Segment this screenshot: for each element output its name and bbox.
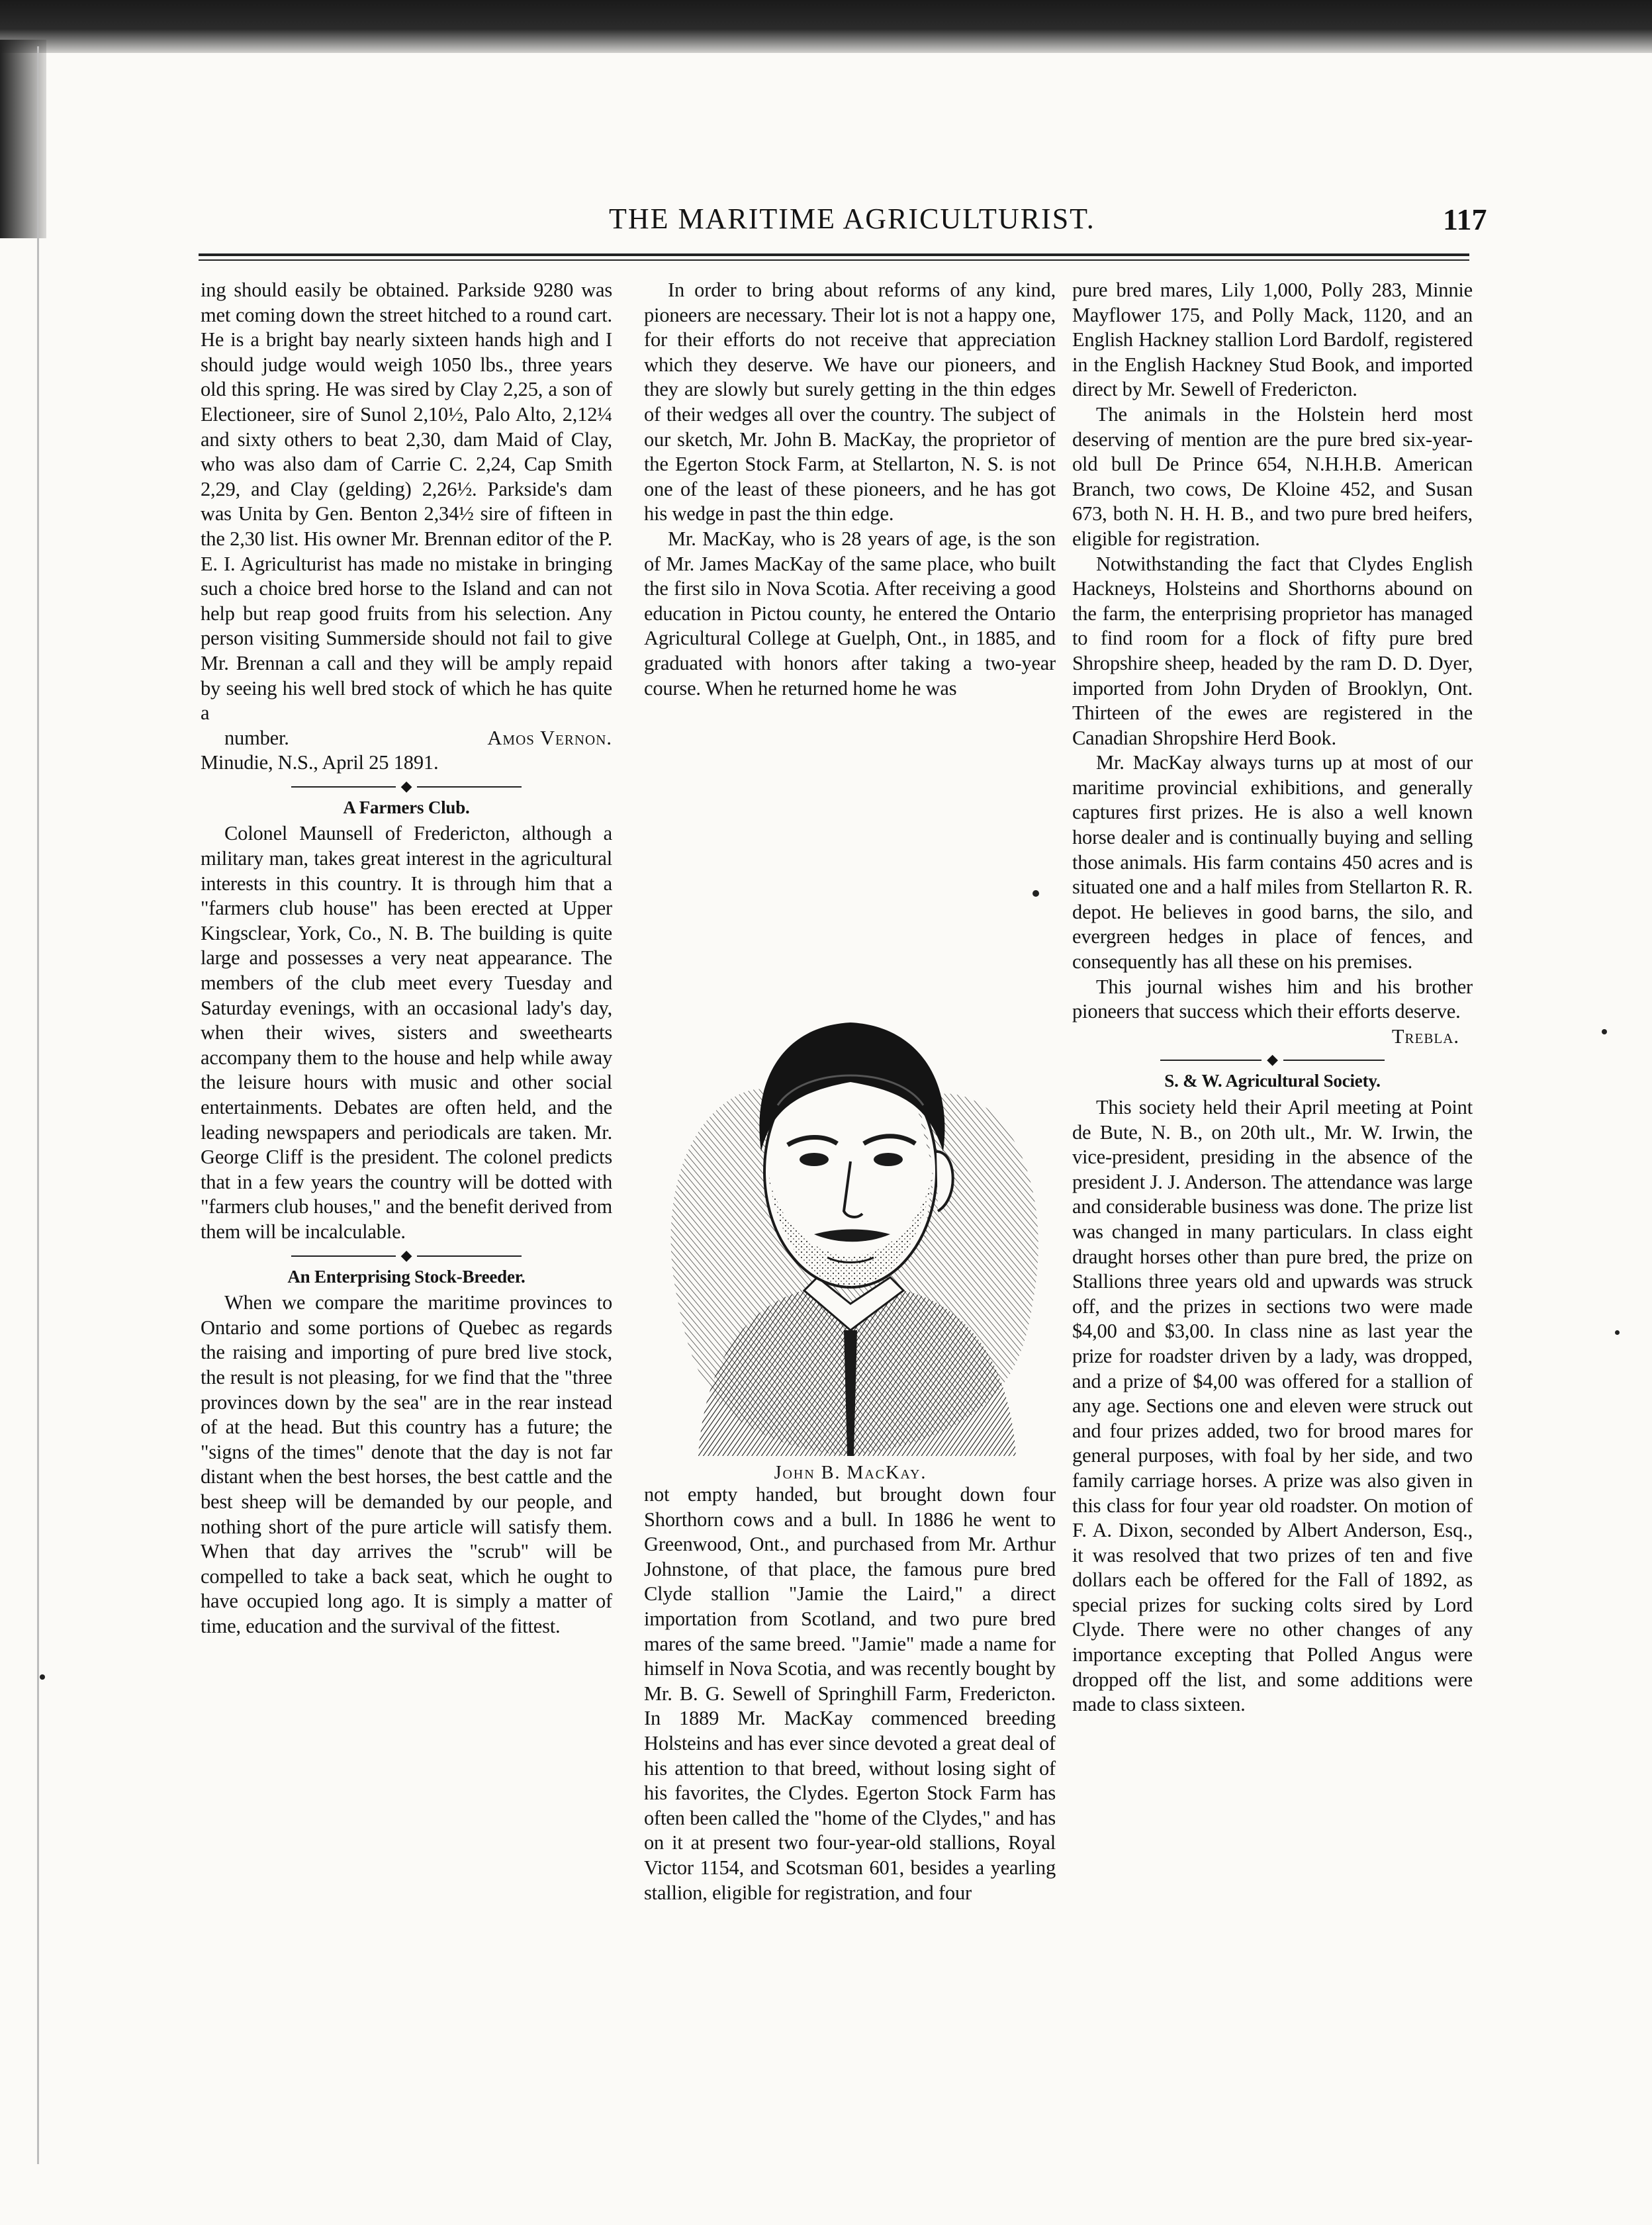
header-rule [199,253,1469,256]
paragraph: ing should easily be obtained. Parkside 9280 was met coming down the street hitched to a round cart. He is a bright bay nearly sixteen hands high and I should judge would weigh 1050 lbs., three years old this spring. He was sired by Clay 2,25, a son of Electioneer, sire of Sunol 2,10½, Palo Alto, 2,12¼ and sixty others to beat 2,30, dam Maid of Clay, who was also dam of Carrie C. 2,24, Cap Smith 2,29, and Clay (gelding) 2,26½. Parkside's dam was Unita by Gen. Benton 2,34½ sire of fifteen in the 2,30 list. His owner Mr. Brennan editor of the P. E. I. Agriculturist has made no mistake in bringing such a choice bred horse to the Island and can not help but reap good fruits from his selection. Any person visiting Summerside should not fail to give Mr. Brennan a call and they will be amply repaid by seeing his well bred stock of which he has quite a [201,279,612,725]
scan-margin-line [37,46,39,2164]
ornament-icon: ◆ [396,1247,418,1263]
column-1 [201,278,612,1639]
author-name: Amos Vernon. [487,726,612,749]
paragraph: This journal wishes him and his brother pioneers that success which their efforts deserve. [1072,975,1473,1023]
paragraph: Colonel Maunsell of Fredericton, although a military man, takes great interest in the agricultural interests in this country. It is through him that a "farmers club house" has been erected at Upper Kingsclear, York, Co., N. B. The building is quite large and possesses a very neat appearance. The members of the club meet every Tuesday and Saturday evenings, with an occasional lady's day, when their wives, sisters and sweethearts accompany them to the house and help while away the leisure hours with music and other social entertainments. Debates are often held, and the leading newspapers and periodicals are taken. Mr. George Cliff is the president. The colonel predicts that in a few years the country will be dotted with "farmers club houses," and the benefit derived from them will be incalculable. [201,822,612,1243]
column-2-top [644,278,1056,701]
ornament-icon: ◆ [1262,1051,1283,1067]
print-speck [1615,1330,1620,1335]
print-speck [1032,890,1039,897]
column-2-bottom [644,1482,1056,1905]
section-heading: S. & W. Agricultural Society. [1164,1071,1381,1091]
section-heading: A Farmers Club. [343,797,470,817]
portrait-caption: John B. MacKay. [774,1463,927,1483]
paragraph: In order to bring about reforms of any kind, pioneers are necessary. Their lot is not a happy one, for their efforts do not receive that appreciation which they deserve. We have our pioneers, and they are slowly but surely getting in the thin edges of their wedges all over the country. The subject of our sketch, Mr. John B. MacKay, the proprietor of the Egerton Stock Farm, at Stellarton, N. S. is not one of the least of these pioneers, and he has got his wedge in past the thin edge. [644,279,1056,525]
paragraph: This society held their April meeting at Point de Bute, N. B., on 20th ult., Mr. W. Irwin, the vice-president, presiding in the absence of the president J. J. Anderson. The attendance was large and considerable business was done. The prize list was changed in many particulars. In class eight draught horses other than pure bred, the prize on Stallions three years old and upwards was struck off, and the prizes in sections two were made $4,00 and $3,00. In class nine as last year the prize for roadster driven by a lady, was dropped, and a prize of $4,00 was offered for a stallion of any age. Sections one and eleven were struck out and four prizes added, two for brood mares for general purposes, with foal by her side, and two family carriage horses. A prize was also given in this class for four year old roadster. On motion of F. A. Dixon, seconded by Albert Anderson, Esq., it was resolved that two prizes of ten and five dollars each be offered for the Fall of 1892, as special prizes for sucking colts sired by Lord Clyde. There were no other changes of any importance excepting that Polled Angus were dropped off the list, and some additions were made to class sixteen. [1072,1096,1473,1716]
paragraph: pure bred mares, Lily 1,000, Polly 283, Minnie Mayflower 175, and Polly Mack, 1120, and an English Hackney stallion Lord Bardolf, registered in the English Hackney Stud Book, and imported direct by Mr. Sewell of Fredericton. [1072,279,1473,401]
section-divider [201,1248,612,1263]
paragraph: When we compare the maritime provinces to Ontario and some portions of Quebec as regards the raising and importing of pure bred live stock, the result is not pleasing, for we find that the "three provinces down by the sea" are in the rear instead of at the head. But this country has a future; the "signs of the times" denote that the day is not far distant when the best horses, the best cattle and the best sheep will be demanded by our people, and nothing short of the pure article will satisfy them. When that day arrives the "scrub" will be compelled to take a back seat, which he ought to have occupied long ago. It is simply a matter of time, education and the survival of the fittest. [201,1291,612,1637]
ornament-icon: ◆ [396,778,418,794]
page-number: 117 [1443,203,1487,236]
signature-line [201,726,612,751]
page-header [199,202,1487,248]
signature-word: number. [224,726,289,749]
header-rule-thin [199,259,1469,261]
author-signature: Trebla. [1391,1024,1459,1048]
paragraph: Mr. MacKay always turns up at most of our maritime provincial exhibitions, and generally captures first prizes. He is also a well known horse dealer and is continually buying and selling those animals. His farm contains 450 acres and is situated one and a half miles from Stellarton R. R. depot. He believes in good barns, the silo, and evergreen hedges in place of fences, and consequently has all these on his premises. [1072,751,1473,974]
dateline: Minudie, N.S., April 25 1891. [201,751,439,774]
section-divider [201,778,612,794]
scan-edge-top [0,0,1652,53]
section-heading: An Enterprising Stock-Breeder. [287,1266,526,1287]
paragraph: not empty handed, but brought down four Shorthorn cows and a bull. In 1886 he went to Greenwood, Ont., and purchased from Mr. Arthur Johnstone, of that place, the famous pure bred Clyde stallion "Jamie the Laird," a direct importation from Scotland, and two pure bred mares of the same breed. "Jamie" made a name for himself in Nova Scotia, and was recently bought by Mr. B. G. Sewell of Springhill Farm, Fredericton. In 1889 Mr. MacKay commenced breeding Holsteins and has ever since devoted a great deal of his attention to that breed, without losing sight of his favorites, the Clydes. Egerton Stock Farm has often been called the "home of the Clydes," and has on it at present two four-year-old stallions, Royal Victor 1154, and Scotsman 601, besides a yearling stallion, eligible for registration, and four [644,1483,1056,1904]
running-title: THE MARITIME AGRICULTURIST. [609,203,1095,235]
portrait-illustration [652,933,1049,1459]
scan-edge-left [0,40,46,238]
print-speck [1602,1029,1607,1034]
paragraph: Mr. MacKay, who is 28 years of age, is the son of Mr. James MacKay of the same place, who built the first silo in Nova Scotia. After receiving a good education in Pictou county, he entered the Ontario Agricultural College at Guelph, Ont., in 1885, and graduated with honors after taking a two-year course. When he returned home he was [644,527,1056,700]
print-speck [40,1674,45,1680]
paragraph: Notwithstanding the fact that Clydes English Hackneys, Holsteins and Shorthorns abound on the farm, the enterprising proprietor has managed to find room for a flock of fifty pure bred Shropshire sheep, headed by the ram D. D. Dyer, imported from John Dryden of Brooklyn, Ont. Thirteen of the ewes are registered in the Canadian Shropshire Herd Book. [1072,552,1473,749]
section-divider [1072,1052,1473,1067]
column-3 [1072,278,1473,1717]
paragraph: The animals in the Holstein herd most deserving of mention are the pure bred six-year-old bull De Prince 654, N.H.H.B. American Branch, two cows, De Kloine 452, and Susan 673, both N. H. H. B., and two pure bred heifers, eligible for registration. [1072,402,1473,550]
